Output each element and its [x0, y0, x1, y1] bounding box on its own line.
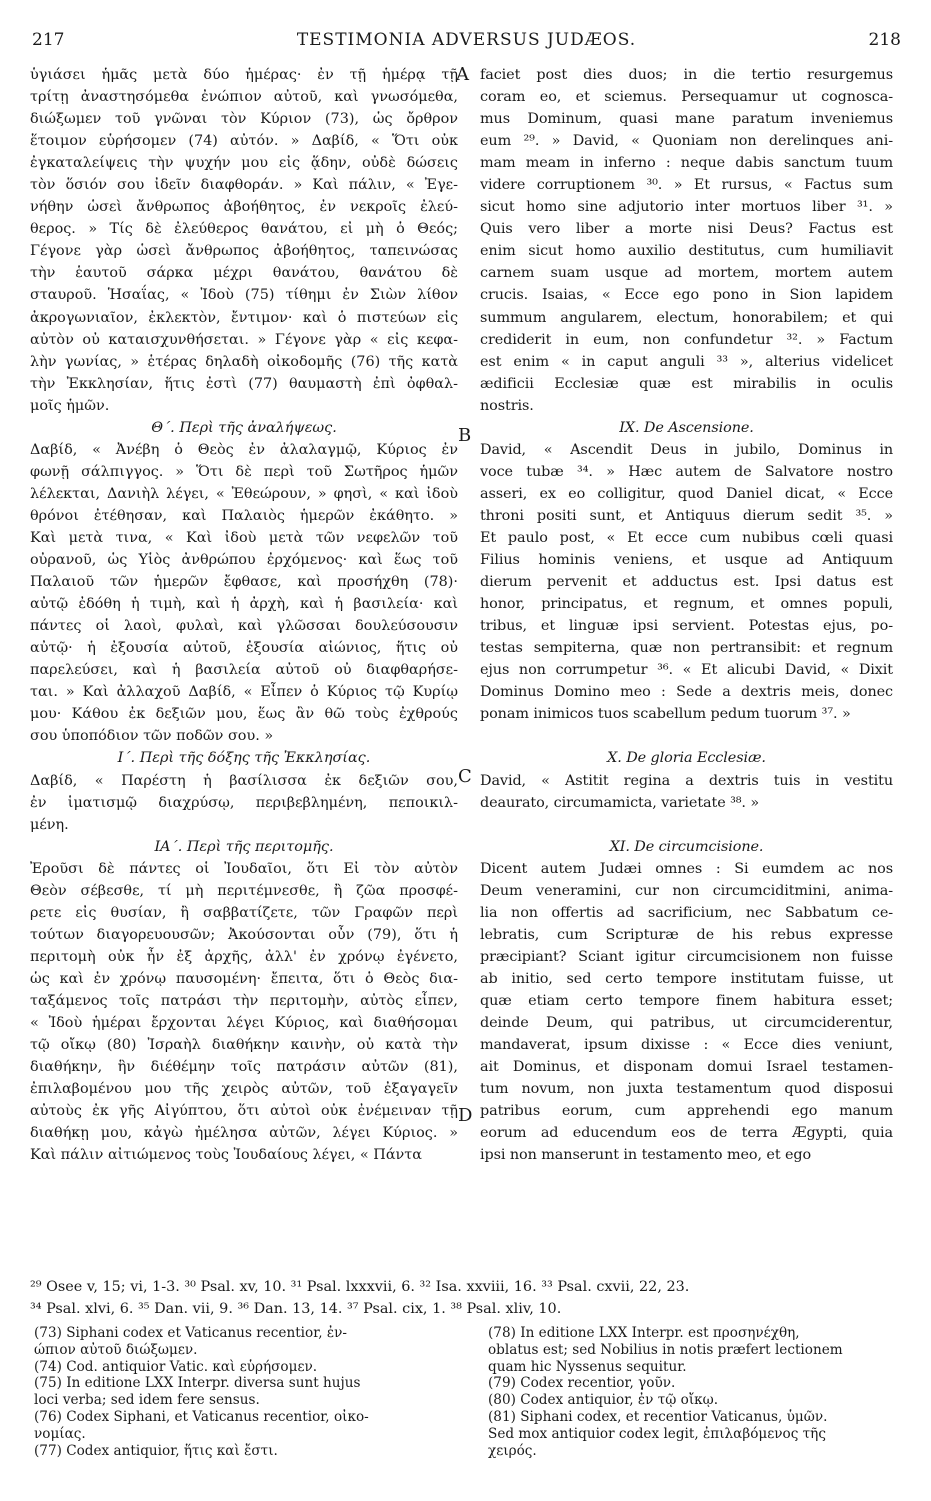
latin-text-line: Quis vero liber a morte nisi Deus? Factus est — [480, 221, 893, 238]
greek-text-line: αὐτῷ· ἡ ἐξουσία αὐτοῦ, ἐξουσία αἰώνιος, ἥτις οὐ — [30, 640, 458, 657]
left-page-number: 217 — [32, 30, 65, 50]
greek-text-line: ρετε εἰς θυσίαν, ἢ σαββατίζετε, τῶν Γραφῶν περὶ — [30, 904, 458, 921]
footnotes-right — [488, 1325, 898, 1459]
latin-text-line: summum angularem, electum, honorabilem; et qui — [480, 309, 893, 326]
greek-text-line: θερος. » Τίς δὲ ἐλεύθερος θανάτου, εἰ μὴ ὁ Θεός; — [30, 221, 458, 238]
margin-letter-c: C — [458, 766, 472, 787]
margin-letter-b: B — [458, 425, 472, 446]
latin-text-line: faciet post dies duos; in die tertio resurgemus — [480, 67, 893, 83]
greek-text-line: Θ΄. Περὶ τῆς ἀναλήψεως. — [151, 419, 337, 436]
footnote-line: (77) Codex antiquior, ἥτις καὶ ἔστι. — [34, 1442, 278, 1459]
greek-text-line: νήθην ὡσεὶ ἄνθρωπος ἀβοήθητος, ἐν νεκροῖς ἐλεύ- — [30, 199, 458, 216]
greek-text-line: παρελεύσει, καὶ ἡ βασιλεία αὐτοῦ οὐ διαφθαρήσε- — [30, 662, 458, 679]
greek-text-line: φωνῇ σάλπιγγος. » Ὅτι δὲ περὶ τοῦ Σωτῆρος ἡμῶν — [30, 463, 458, 480]
greek-text-line: διώξωμεν τοῦ γνῶναι τὸν Κύριον (73), ὡς ὄρθρον — [30, 111, 458, 128]
latin-text-line: enim sicut homo auxilio destitutus, cum humiliavit — [480, 243, 893, 260]
latin-text-line — [480, 725, 893, 747]
latin-text-line: ædificii Ecclesiæ quæ est mirabilis in oculis — [480, 375, 893, 392]
latin-text-column — [480, 64, 893, 1166]
latin-text-line: David, « Ascendit Deus in jubilo, Dominus in — [480, 441, 893, 458]
latin-text-line: Et paulo post, « Et ecce cum nubibus cœli quasi — [480, 529, 893, 546]
greek-text-line: λέλεκται, Δανιὴλ λέγει, « Ἐθεώρουν, » φησὶ, « καὶ ἰδοὺ — [30, 485, 458, 502]
latin-text-line: lebratis, cum Scripturæ de his rebus expresse — [480, 926, 893, 943]
footnote-line: (80) Codex antiquior, ἐν τῷ οἴκῳ. — [488, 1392, 719, 1409]
latin-text-line: coram eo, et sciemus. Persequamur ut cognosca- — [480, 89, 893, 106]
latin-text-line: mam meam in inferno : neque dabis sanctum tuum — [480, 155, 893, 172]
footnote-line: (73) Siphani codex et Vaticanus recentior, ἐν- — [34, 1325, 347, 1341]
latin-text-line: voce tubæ ³⁴. » Hæc autem de Salvatore nostro — [480, 463, 893, 480]
latin-text-line: asseri, ex eo colligitur, quod Daniel dicat, « Ecce — [480, 485, 893, 502]
greek-text-line: τρίτῃ ἀναστησόμεθα ἐνώπιον αὐτοῦ, καὶ γνωσόμεθα, — [30, 89, 458, 106]
greek-text-line: ὡς καὶ ἐν χρόνῳ παυσομένη· ἔπειτα, ὅτι ὁ Θεὸς δια- — [30, 970, 458, 987]
greek-text-line: Ἐροῦσι δὲ πάντες οἱ Ἰουδαῖοι, ὅτι Εἰ τὸν αὐτὸν — [30, 860, 458, 877]
latin-text-line: Deum veneramini, cur non circumciditmini, anima- — [480, 882, 893, 899]
greek-text-line: τούτων διαγορευουσῶν; Ἀκούσονται οὖν (79), ὅτι ἡ — [30, 926, 458, 943]
latin-text-line: Dicent autem Judæi omnes : Si eumdem ac nos — [480, 860, 893, 877]
footnote-line: (78) In editione LXX Interpr. est προσηνέχθη, — [488, 1325, 800, 1341]
margin-letter-a: A — [456, 64, 469, 85]
latin-text-line: ait Dominus, et disponam domui Israel testamen- — [480, 1059, 893, 1076]
greek-text-line: πάντες οἱ λαοὶ, φυλαὶ, καὶ γλῶσσαι δουλεύσουσιν — [30, 618, 458, 635]
greek-text-line: ται. » Καὶ ἀλλαχοῦ Δαβίδ, « Εἶπεν ὁ Κύριος τῷ Κυρίῳ — [30, 684, 458, 701]
greek-text-line: Θεὸν σέβεσθε, τί μὴ περιτέμνεσθε, ἢ ζῶα προσφέ- — [30, 882, 458, 899]
latin-text-line: ponam inimicos tuos scabellum pedum tuorum ³⁷. » — [480, 706, 851, 723]
latin-text-line: præcipiant? Sciant igitur circumcisionem non fuisse — [480, 948, 893, 965]
greek-text-line: μένη. — [30, 816, 69, 833]
footnote-line: (79) Codex recentior, γοῦν. — [488, 1375, 676, 1392]
latin-text-line: ab initio, sed certo tempore institutam fuisse, ut — [480, 970, 893, 987]
latin-text-line: mandaverat, ipsum dixisse : « Ecce dies veniunt, — [480, 1037, 893, 1054]
greek-text-column — [30, 64, 458, 1166]
latin-text-line: mus Dominum, quasi mane paratum inveniemus — [480, 111, 893, 128]
latin-text-line: David, « Astitit regina a dextris tuis in vestitu — [480, 772, 893, 789]
footnote-line: loci verba; sed idem fere sensus. — [34, 1392, 260, 1409]
latin-text-line: Filius hominis veniens, et usque ad Antiquum — [480, 552, 893, 569]
greek-text-line: μου· Κάθου ἐκ δεξιῶν μου, ἕως ἂν θῶ τοὺς ἐχθρούς — [30, 706, 458, 723]
footnote-line: quam hic Nyssenus sequitur. — [488, 1358, 687, 1375]
latin-text-line: Dominus Domino meo : Sede a dextris meis, donec — [480, 684, 893, 701]
greek-text-line: περιτομὴ οὐκ ἦν ἐξ ἀρχῆς, ἀλλ' ἐν χρόνῳ ἐγένετο, — [30, 948, 458, 965]
footnote-line: ώπιον αὐτοῦ διώξωμεν. — [34, 1341, 198, 1358]
greek-text-line: ὑγιάσει ἡμᾶς μετὰ δύο ἡμέρας· ἐν τῇ ἡμέρᾳ τῇ — [30, 67, 458, 83]
latin-text-line: crediderit in eum, non confundetur ³². » Factum — [480, 331, 893, 348]
footnote-line: χειρός. — [488, 1442, 537, 1459]
greek-text-line: διαθήκῃ μου, κἀγὼ ἠμέλησα αὐτῶν, λέγει Κύριος. » — [30, 1125, 458, 1142]
greek-text-line: ἐγκαταλείψεις τὴν ψυχήν μου εἰς ᾅδην, οὐδὲ δώσεις — [30, 155, 458, 172]
margin-letter-d: D — [458, 1105, 473, 1126]
latin-text-line: videre corruptionem ³⁰. » Et rursus, « Factus sum — [480, 177, 893, 194]
greek-text-line: λὴν γωνίας, » ἑτέρας δηλαδὴ οἰκοδομῆς (76) τῆς κατὰ — [30, 353, 458, 370]
greek-text-line: θρόνοι ἐτέθησαν, καὶ Παλαιὸς ἡμερῶν ἐκάθητο. » — [30, 507, 458, 524]
latin-text-line: crucis. Isaias, « Ecce ego pono in Sion lapidem — [480, 287, 893, 304]
latin-text-line: nostris. — [480, 397, 534, 414]
greek-text-line: τὸν ὅσιόν σου ἰδεῖν διαφθοράν. » Καὶ πάλιν, « Ἐγε- — [30, 177, 458, 194]
greek-text-line: τὴν ἑαυτοῦ σάρκα μέχρι θανάτου, θανάτου δὲ — [30, 265, 458, 282]
greek-text-line: οὐρανοῦ, ὡς Υἱὸς ἀνθρώπου ἐρχόμενος· καὶ ἕως τοῦ — [30, 552, 458, 569]
footnote-line: (76) Codex Siphani, et Vaticanus recentior, οἰκο- — [34, 1408, 369, 1425]
latin-text-line: quæ etiam certo tempore finem habitura esset; — [480, 992, 893, 1009]
scripture-references — [30, 1276, 895, 1320]
greek-text-line: αὐτὸν οὐ καταισχυνθήσεται. » Γέγονε γὰρ « εἰς κεφα- — [30, 331, 458, 348]
greek-text-line: Καὶ μετὰ τινα, « Καὶ ἰδοὺ μετὰ τῶν νεφελῶν τοῦ — [30, 529, 458, 546]
greek-text-line: διαθήκην, ἣν διέθέμην τοῖς πατράσιν αὐτῶν (81), — [30, 1059, 458, 1076]
latin-text-line: patribus eorum, cum apprehendi ego manum — [480, 1103, 893, 1120]
latin-text-line: testas sempiterna, quæ non pertransibit: et regnum — [480, 640, 893, 657]
footnote-line: νομίας. — [34, 1425, 86, 1442]
latin-text-line: ipsi non manserunt in testamento meo, et ego — [480, 1147, 812, 1164]
greek-text-line: σταυροῦ. Ἡσαΐας, « Ἰδοὺ (75) τίθημι ἐν Σιὼν λίθον — [30, 287, 458, 304]
greek-text-line: ταξάμενος τοῖς πατράσι τὴν περιτομὴν, αὐτὸς εἶπεν, — [30, 992, 458, 1009]
latin-text-line: XI. De circumcisione. — [609, 838, 764, 855]
footnote-line: (75) In editione LXX Interpr. diversa sunt hujus — [34, 1375, 361, 1392]
latin-text-line: tum novum, non juxta testamentum quod disposui — [480, 1081, 893, 1098]
greek-text-line: ἕτοιμον εὑρήσομεν (74) αὐτόν. » Δαβίδ, « Ὅτι οὐκ — [30, 133, 458, 150]
latin-text-line: eorum ad educendum eos de terra Ægypti, quia — [480, 1125, 893, 1142]
latin-text-line: X. De gloria Ecclesiæ. — [607, 750, 766, 767]
footnote-line: (74) Cod. antiquior Vatic. καὶ εὑρήσομεν. — [34, 1358, 318, 1375]
latin-text-line: lia non offertis ad sacrificium, nec Sabbatum ce- — [480, 904, 893, 921]
running-title: TESTIMONIA ADVERSUS JUDÆOS. — [296, 30, 637, 50]
greek-text-line: σου ὑποπόδιον τῶν ποδῶν σου. » — [30, 728, 274, 745]
greek-text-line: τὴν Ἐκκλησίαν, ἥτις ἐστὶ (77) θαυμαστὴ ἐπὶ ὀφθαλ- — [30, 375, 458, 392]
latin-text-line: dierum pervenit et adductus est. Ipsi datus est — [480, 574, 893, 591]
latin-text-line: deinde Deum, qui patribus, ut circumciderentur, — [480, 1015, 893, 1032]
right-page-number: 218 — [868, 30, 901, 50]
latin-text-line: carnem suam usque ad mortem, mortem autem — [480, 265, 893, 282]
greek-text-line: Δαβίδ, « Παρέστη ἡ βασίλισσα ἐκ δεξιῶν σου, — [30, 772, 458, 789]
greek-text-line: Δαβίδ, « Ἀνέβη ὁ Θεὸς ἐν ἀλαλαγμῷ, Κύριος ἐν — [30, 441, 458, 458]
latin-text-line: eum ²⁹. » David, « Quoniam non derelinques ani- — [480, 133, 893, 150]
greek-text-line: ἐπιλαβομένου μου τῆς χειρὸς αὐτῶν, τοῦ ἐξαγαγεῖν — [30, 1081, 458, 1098]
greek-text-line: αὐτῷ ἐδόθη ἡ τιμὴ, καὶ ἡ ἀρχὴ, καὶ ἡ βασιλεία· καὶ — [30, 596, 458, 613]
greek-text-line: μοῖς ἡμῶν. — [30, 397, 110, 414]
latin-text-line: ejus non corrumpetur ³⁶. « Et alicubi David, « Dixit — [480, 662, 893, 679]
footnote-line: Sed mox antiquior codex legit, ἐπιλαβόμενος τῆς — [488, 1425, 826, 1442]
greek-text-line: τῷ οἴκῳ (80) Ἰσραὴλ διαθήκην καινὴν, οὐ κατὰ τὴν — [30, 1037, 458, 1054]
latin-text-line: sicut homo sine adjutorio inter mortuos liber ³¹. » — [480, 199, 893, 216]
greek-text-line: Ι΄. Περὶ τῆς δόξης τῆς Ἐκκλησίας. — [117, 750, 371, 767]
greek-text-line: Παλαιοῦ τῶν ἡμερῶν ἔφθασε, καὶ προσήχθη (78)· — [30, 574, 458, 591]
scripture-reference-line: ²⁹ Osee v, 15; vi, 1-3. ³⁰ Psal. xv, 10. ³¹ Psal. lxxxvii, 6. ³² Isa. xxviii, 16. ³³ Psal. cxvii, 22, 23. — [30, 1279, 690, 1295]
latin-text-line: IX. De Ascensione. — [619, 419, 754, 436]
latin-text-line: tribus, et linguæ ipsi servient. Potestas ejus, po- — [480, 618, 893, 635]
greek-text-line: Καὶ πάλιν αἰτιώμενος τοὺς Ἰουδαίους λέγει, « Πάντα — [30, 1147, 422, 1164]
latin-text-line: est enim « in caput anguli ³³ », alterius videlicet — [480, 353, 893, 370]
greek-text-line: αὐτοὺς ἐκ γῆς Αἰγύπτου, ὅτι αὐτοὶ οὐκ ἐνέμειναν τῇ — [30, 1103, 458, 1120]
footnote-line: (81) Siphani codex, et recentior Vaticanus, ὑμῶν. — [488, 1408, 828, 1425]
latin-text-line: honor, principatus, et regnum, et omnes populi, — [480, 596, 893, 613]
greek-text-line: Γέγονε γὰρ ὡσεὶ ἄνθρωπος ἀβοήθητος, ταπεινώσας — [30, 243, 458, 260]
page-header — [32, 30, 901, 54]
latin-text-line: deaurato, circumamicta, varietate ³⁸. » — [480, 794, 760, 811]
greek-text-line: ἀκρογωνιαῖον, ἐκλεκτὸν, ἔντιμον· καὶ ὁ πιστεύων εἰς — [30, 309, 458, 326]
latin-text-line: throni positi sunt, et Antiquus dierum sedit ³⁵. » — [480, 507, 893, 524]
scripture-reference-line: ³⁴ Psal. xlvi, 6. ³⁵ Dan. vii, 9. ³⁶ Dan. 13, 14. ³⁷ Psal. cix, 1. ³⁸ Psal. xliv, 10. — [30, 1301, 562, 1317]
greek-text-line: ἐν ἱματισμῷ διαχρύσῳ, περιβεβλημένη, πεποικιλ- — [30, 794, 458, 811]
greek-text-line: « Ἰδοὺ ἡμέραι ἔρχονται λέγει Κύριος, καὶ διαθήσομαι — [30, 1015, 458, 1032]
footnote-line: oblatus est; sed Nobilius in notis præfert lectionem — [488, 1341, 843, 1358]
greek-text-line: ΙΑ΄. Περὶ τῆς περιτομῆς. — [154, 838, 334, 855]
footnotes-left — [34, 1325, 459, 1459]
latin-text-line — [480, 814, 893, 836]
